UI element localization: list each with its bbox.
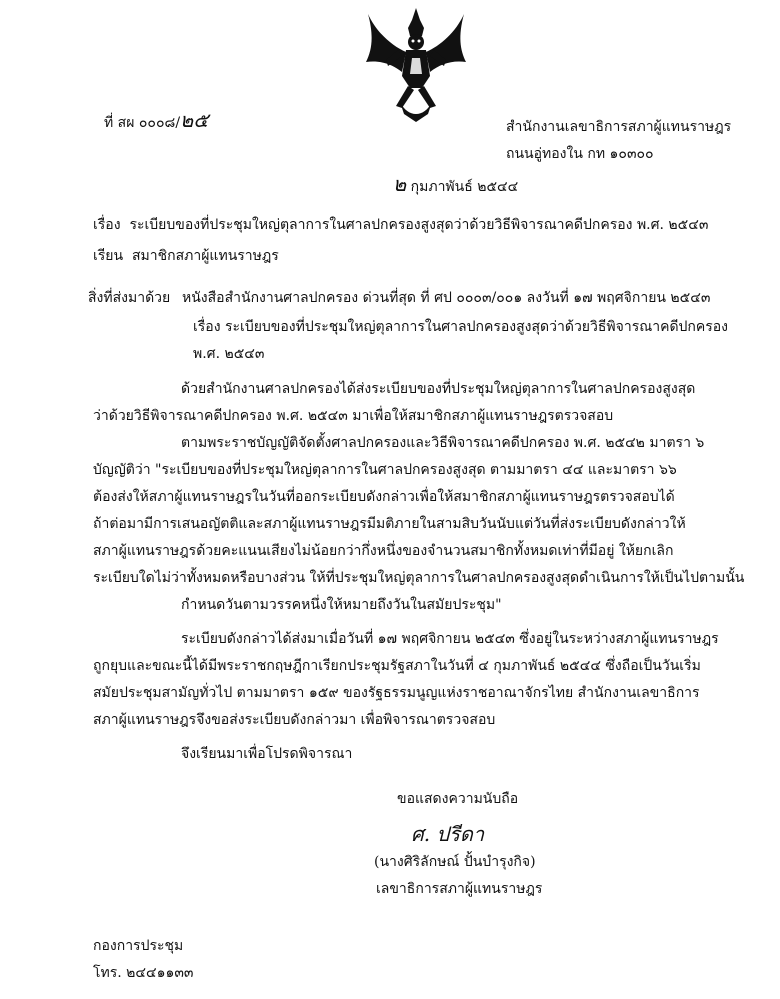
subject-text: ระเบียบของที่ประชุมใหญ่ตุลาการในศาลปกครองสูงสุดว่าด้วยวิธีพิจารณาคดีปกครอง พ.ศ. ๒๕๔๓	[129, 217, 709, 233]
enclosure-line-3: พ.ศ. ๒๕๔๓	[193, 346, 265, 362]
body-line: กำหนดวันตามวรรคหนึ่งให้หมายถึงวันในสมัยประชุม"	[181, 597, 502, 613]
letter-date	[393, 172, 519, 196]
subject-label: เรื่อง	[93, 217, 121, 233]
signer-name: (นางศิริลักษณ์ ปั้นบำรุงกิจ)	[374, 854, 536, 870]
body-line: ว่าด้วยวิธีพิจารณาคดีปกครอง พ.ศ. ๒๕๔๓ มาเพื่อให้สมาชิกสภาผู้แทนราษฎรตรวจสอบ	[93, 408, 614, 424]
garuda-emblem	[362, 6, 470, 124]
date-day-handwritten: ๒	[393, 172, 407, 196]
date-month-year: กุมภาพันธ์ ๒๕๔๔	[410, 179, 519, 195]
department: กองการประชุม	[93, 938, 184, 954]
subject-line	[93, 216, 708, 234]
enclosure-line-1: หนังสือสำนักงานศาลปกครอง ด่วนที่สุด ที่ ศป ๐๐๐๓/๐๐๑ ลงวันที่ ๑๗ พฤศจิกายน ๒๕๔๓	[182, 290, 711, 306]
body-line: บัญญัติว่า "ระเบียบของที่ประชุมใหญ่ตุลาการในศาลปกครองสูงสุด ตามมาตรา ๔๔ และมาตรา ๖๖	[93, 462, 677, 478]
enclosure-line-2: เรื่อง ระเบียบของที่ประชุมใหญ่ตุลาการในศาลปกครองสูงสุดว่าด้วยวิธีพิจารณาคดีปกครอง	[193, 319, 729, 335]
body-line: สภาผู้แทนราษฎรจึงขอส่งระเบียบดังกล่าวมา เพื่อพิจารณาตรวจสอบ	[93, 712, 496, 728]
body-line: ระเบียบดังกล่าวได้ส่งมาเมื่อวันที่ ๑๗ พฤศจิกายน ๒๕๔๓ ซึ่งอยู่ในระหว่างสภาผู้แทนราษฎร	[181, 631, 719, 647]
body-line: ระเบียบใดไม่ว่าทั้งหมดหรือบางส่วน ให้ที่ประชุมใหญ่ตุลาการในศาลปกครองสูงสุดดำเนินการให้เป็นไปตามนั้น	[93, 570, 745, 586]
office-name: สำนักงานเลขาธิการสภาผู้แทนราษฎร	[506, 119, 732, 135]
recipient-text: สมาชิกสภาผู้แทนราษฎร	[131, 248, 279, 264]
reference-number: ที่ สผ ๐๐๐๘/๒๕	[104, 108, 209, 132]
body-line: สมัยประชุมสามัญทั่วไป ตามมาตรา ๑๕๙ ของรัฐธรรมนูญแห่งราชอาณาจักรไทย สำนักงานเลขาธิการ	[93, 685, 700, 701]
signer-title: เลขาธิการสภาผู้แทนราษฎร	[376, 881, 543, 897]
enclosure-label: สิ่งที่ส่งมาด้วย	[88, 290, 171, 306]
body-line: ด้วยสำนักงานศาลปกครองได้ส่งระเบียบของที่ประชุมใหญ่ตุลาการในศาลปกครองสูงสุด	[181, 381, 696, 397]
reference-handwritten: ๒๕	[180, 108, 209, 132]
body-line: สภาผู้แทนราษฎรด้วยคะแนนเสียงไม่น้อยกว่ากึ่งหนึ่งของจำนวนสมาชิกทั้งหมดเท่าที่มีอยู่ ให้ยกเลิก	[93, 543, 674, 559]
body-line: ถูกยุบและขณะนี้ได้มีพระราชกฤษฎีกาเรียกประชุมรัฐสภาในวันที่ ๔ กุมภาพันธ์ ๒๕๔๔ ซึ่งถือเป็นวันเริ่ม	[93, 658, 701, 674]
recipient-line	[93, 247, 279, 265]
body-line: ถ้าต่อมามีการเสนอญัตติและสภาผู้แทนราษฎรมีมติภายในสามสิบวันนับแต่วันที่ส่งระเบียบดังกล่าวให้	[93, 516, 686, 532]
body-line: จึงเรียนมาเพื่อโปรดพิจารณา	[181, 746, 353, 762]
closing: ขอแสดงความนับถือ	[397, 791, 519, 807]
phone: โทร. ๒๔๔๑๑๓๓	[93, 965, 194, 981]
recipient-label: เรียน	[93, 248, 124, 264]
body-line: ต้องส่งให้สภาผู้แทนราษฎรในวันที่ออกระเบียบดังกล่าวเพื่อให้สมาชิกสภาผู้แทนราษฎรตรวจสอบได้	[93, 489, 675, 505]
office-address: ถนนอู่ทองใน กท ๑๐๓๐๐	[506, 146, 654, 162]
body-line: ตามพระราชบัญญัติจัดตั้งศาลปกครองและวิธีพิจารณาคดีปกครอง พ.ศ. ๒๕๔๒ มาตรา ๖	[181, 435, 705, 451]
signature: ศ. ปรีดา	[411, 822, 485, 846]
